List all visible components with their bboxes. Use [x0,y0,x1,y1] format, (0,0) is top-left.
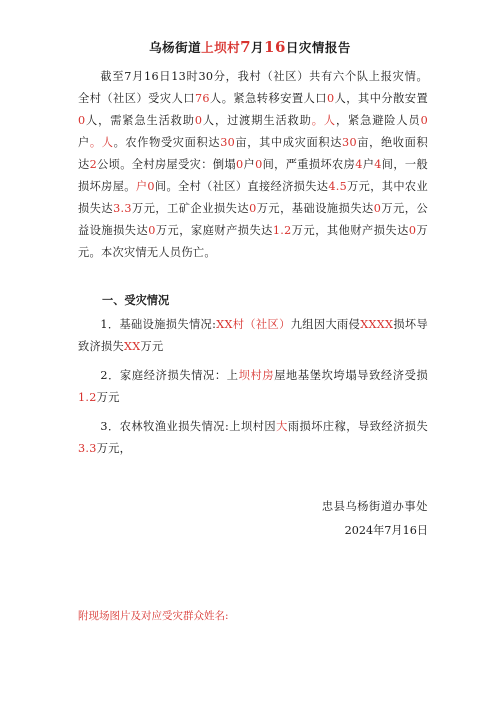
summary-text: 人。紧急转移安置人口 [209,92,327,105]
transition-relief-value: 。人 [311,114,336,127]
severe-damage-households-value: 4 [355,158,363,171]
evacuated-persons-value: 。人 [89,136,114,149]
summary-text: 间，严重损坏农房 [262,158,356,171]
loss-item-agriculture [78,416,428,460]
item-text: 损坏导致济损失 [78,318,429,353]
summary-text: 户 [78,136,90,149]
item-text: 1．基础设施损失情况: [100,318,217,331]
summary-text: 公顷。全村房屋受灾：倒塌 [97,158,236,171]
crop-lost-area-value: 2 [89,158,97,171]
summary-text: 间，一般损坏房屋。 [78,158,428,193]
summary-text: 。农作物受灾面积达 [113,136,221,149]
section-heading: 一、受灾情况 [102,293,170,307]
item-highlight: 1.2 [78,391,97,404]
affected-population-value: 76 [194,92,210,105]
summary-text: 万元，工矿企业损失达 [131,202,250,215]
collapsed-rooms-value: 0 [255,158,263,171]
item-text: 万元 [96,391,120,404]
report-title [0,38,500,56]
title-month-word: 月 [251,40,265,55]
item-text: 万元， [96,442,132,455]
summary-text: 万元，其他财产损失达 [291,224,409,237]
item-highlight: XXXX [360,318,394,331]
direct-loss-value: 4.5 [328,180,348,193]
summary-text: 户 [243,158,256,171]
crop-damaged-area-value: 30 [342,136,357,149]
item-highlight: XX村（社区） [216,318,291,331]
summary-text: 万元，公益设施损失达 [78,202,428,237]
agriculture-loss-value: 3.3 [113,202,132,215]
summary-paragraph [78,66,428,264]
summary-text: 人，需紧急生活救助 [85,114,195,127]
infrastructure-loss-value: 0 [373,202,382,215]
other-property-loss-value: 0 [408,224,417,237]
collapsed-households-value: 0 [235,158,244,171]
summary-text: 户 [362,158,375,171]
attachment-note: 附现场图片及对应受灾群众姓名: [78,610,229,622]
item-text: 雨损坏庄稼，导致经济损失 [287,420,428,433]
public-facility-loss-value: 0 [148,224,156,237]
signature-organization: 忠县乌杨街道办事处 [321,500,428,513]
relocated-population-value: 0 [326,92,335,105]
item-text: 3．农林牧渔业损失情况:上坝村因 [100,420,277,433]
title-village: 上坝村 [201,40,241,55]
summary-text: 截至7月16日13时30分，我村（社区）共有六个队上报灾情。全村（社区）受灾人口 [78,70,428,105]
household-property-loss-value: 1.2 [272,224,292,237]
item-text: 九组因大雨侵 [290,318,361,331]
evacuated-value: 0 [420,114,429,127]
dispersed-placement-value: 0 [78,114,86,127]
item-text: 2．家庭经济损失情况：上 [100,369,239,382]
title-day-number: 16 [264,38,286,56]
industry-loss-value: 0 [249,202,257,215]
item-highlight: XX [123,340,141,353]
item-highlight: 坝村房 [238,369,275,382]
severe-damage-rooms-value: 4 [374,158,382,171]
summary-text: ，紧急避险人员 [335,114,421,127]
summary-text: 万元。本次灾情无人员伤亡。 [78,224,428,259]
loss-item-infrastructure [78,314,428,358]
title-street: 乌杨街道 [149,40,202,55]
item-highlight: 3.3 [78,442,97,455]
signature-date: 2024年7月16日 [344,524,428,537]
summary-text: 亩，绝收面积达 [78,136,428,171]
item-text: 万元 [140,340,164,353]
item-highlight: 大 [276,420,288,433]
item-text: 屋地基堡坎垮塌导致经济受损 [274,369,428,382]
loss-item-household [78,365,428,409]
crop-affected-area-value: 30 [220,136,236,149]
urgent-relief-value: 0 [194,114,203,127]
summary-text: 亩，其中成灾面积达 [235,136,343,149]
general-damage-value: 户0 [135,180,155,193]
summary-text: 万元，基础设施损失达 [256,202,374,215]
title-suffix: 日灾情报告 [285,40,351,55]
summary-text: 人，过渡期生活救助 [202,114,312,127]
title-month-number: 7 [240,38,252,56]
summary-text: 人，其中分散安置 [334,92,428,105]
summary-text: 间。全村（社区）直接经济损失达 [154,180,329,193]
summary-text: 万元，其中农业损失达 [78,180,428,215]
summary-text: 万元，家庭财产损失达 [155,224,273,237]
